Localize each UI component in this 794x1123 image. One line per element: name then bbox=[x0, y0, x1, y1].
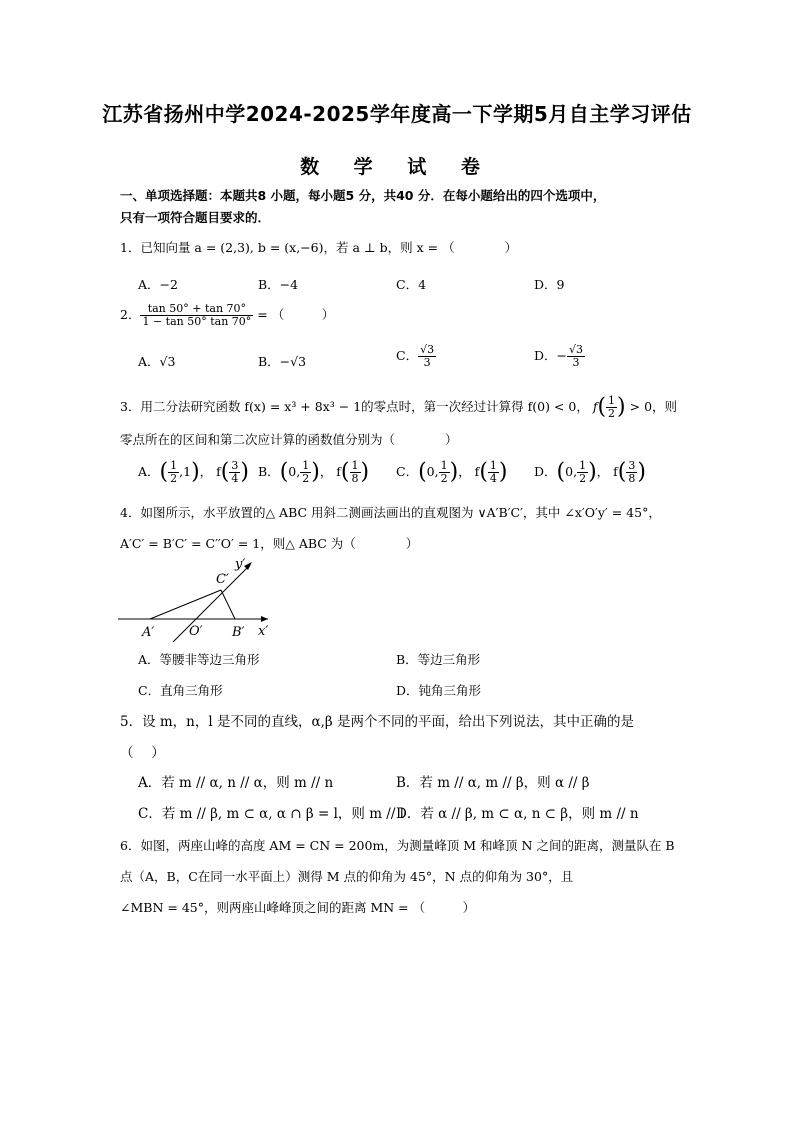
one-half-fraction bbox=[577, 460, 588, 485]
question-3-tail: > 0，则 bbox=[629, 399, 678, 414]
function-symbol: f bbox=[592, 399, 598, 414]
fraction-denominator: 8 bbox=[351, 472, 359, 485]
fraction-denominator: 2 bbox=[440, 472, 448, 485]
fraction-numerator: 3 bbox=[231, 459, 239, 472]
fraction-numerator: √3 bbox=[569, 343, 584, 356]
function-symbol: ， f bbox=[458, 464, 480, 479]
three-quarters-fraction bbox=[229, 460, 240, 485]
interval-start: 0, bbox=[565, 464, 578, 479]
option-label: D． bbox=[534, 464, 557, 479]
question-5-option-a[interactable]: A．若 m // α, n // α，则 m // n bbox=[138, 775, 334, 791]
fraction-numerator: √3 bbox=[420, 343, 435, 356]
fraction-denominator: 3 bbox=[423, 356, 431, 369]
question-3-option-d[interactable]: D．(0, $\frac{1}{2}$ )， f( $\frac{3}{8}$ ) bbox=[534, 459, 646, 485]
one-quarter-fraction bbox=[488, 460, 499, 485]
fraction-denominator: 4 bbox=[231, 472, 239, 485]
question-5-stem-line1: 5．设 m，n，l 是不同的直线，α,β 是两个不同的平面，给出下列说法，其中正确的是 bbox=[120, 714, 634, 730]
one-half-fraction bbox=[439, 460, 450, 485]
one-eighth-fraction bbox=[350, 460, 361, 485]
interval-start: 0, bbox=[426, 464, 439, 479]
fraction-denominator: 8 bbox=[628, 472, 636, 485]
fraction-numerator: 3 bbox=[628, 459, 636, 472]
fraction-numerator: 1 bbox=[440, 459, 448, 472]
question-4-option-c[interactable]: C．直角三角形 bbox=[138, 683, 223, 698]
fraction-numerator: 1 bbox=[579, 459, 587, 472]
fraction-denominator: 2 bbox=[579, 472, 587, 485]
sqrt3-over-3-fraction bbox=[567, 344, 585, 369]
question-2-option-c[interactable] bbox=[396, 344, 436, 369]
question-3-option-b[interactable]: B．(0, $\frac{1}{2}$ )， f( $\frac{1}{8}$ ) bbox=[258, 459, 370, 485]
fraction-numerator: 1 bbox=[608, 394, 616, 407]
question-5-option-b[interactable]: B．若 m // α, m // β，则 α // β bbox=[396, 775, 590, 791]
three-eighths-fraction bbox=[626, 460, 637, 485]
question-2-tail: = （ ） bbox=[257, 307, 335, 322]
question-3-option-a[interactable]: A．( $\frac{1}{2}$ ,1)， f( $\frac{3}{4}$ ) bbox=[138, 459, 249, 485]
exam-title: 江苏省扬州中学2024-2025学年度高一下学期5月自主学习评估 bbox=[102, 102, 692, 126]
fraction-denominator: 2 bbox=[170, 472, 178, 485]
label-b-prime: B′ bbox=[232, 625, 245, 640]
label-a-prime: A′ bbox=[142, 625, 155, 640]
one-half-fraction bbox=[606, 395, 617, 420]
label-x-prime: x′ bbox=[258, 624, 269, 639]
question-6-stem-line3: ∠MBN = 45°，则两座山峰峰顶之间的距离 MN = （ ） bbox=[120, 900, 476, 915]
question-2-numerator: tan 50° + tan 70° bbox=[140, 303, 253, 316]
fraction-numerator: 1 bbox=[170, 459, 178, 472]
fraction-denominator: 4 bbox=[489, 472, 497, 485]
fraction-numerator: 1 bbox=[302, 459, 310, 472]
question-2-denominator: 1 − tan 50° tan 70° bbox=[142, 315, 252, 328]
fraction-numerator: 1 bbox=[351, 459, 359, 472]
fraction-denominator: 3 bbox=[572, 356, 580, 369]
fraction-denominator: 2 bbox=[608, 407, 616, 420]
question-4-stem-line1: 4．如图所示，水平放置的△ ABC 用斜二测画法画出的直观图为 ∨A′B′C′，其中 ∠x′O′y′ = 45°， bbox=[120, 505, 661, 520]
x-axis-arrow bbox=[261, 616, 268, 622]
question-3-stem-line2: 零点所在的区间和第二次应计算的函数值分别为（ ） bbox=[120, 432, 458, 447]
interval-start: 0, bbox=[288, 464, 301, 479]
option-label: A． bbox=[138, 464, 160, 479]
oblique-projection-figure bbox=[118, 556, 278, 642]
question-4-option-a[interactable]: A．等腰非等边三角形 bbox=[138, 652, 260, 667]
exam-subtitle: 数 学 试 卷 bbox=[300, 156, 494, 178]
option-label: C． bbox=[396, 348, 419, 363]
question-4-stem-line2: A′C′ = B′C′ = C′′O′ = 1，则△ ABC 为（ ） bbox=[120, 536, 419, 551]
question-5-stem-line2: （ ） bbox=[120, 745, 165, 761]
question-3-stem-line1: 3．用二分法研究函数 f(x) = x³ + 8x³ − 1的零点时，第一次经过计算得 f(0) < 0， f( $\frac{1}{2}$ ) > 0，则 bbox=[120, 394, 678, 420]
question-2-option-d[interactable] bbox=[534, 344, 585, 369]
question-6-stem-line1: 6．如图，两座山峰的高度 AM = CN = 200m，为测量峰顶 M 和峰顶 N 之间的距离，测量队在 B bbox=[120, 838, 675, 853]
question-1-stem: 1．已知向量 a = (2,3), b = (x,−6)，若 a ⊥ b，则 x = （ ） bbox=[120, 240, 518, 255]
section-heading: 一、单项选择题：本题共8 小题，每小题5 分，共40 分．在每小题给出的四个选项中， bbox=[120, 188, 606, 203]
label-y-prime: y′ bbox=[235, 557, 246, 572]
question-2-number: 2． bbox=[120, 307, 141, 322]
option-label: D．− bbox=[534, 348, 567, 363]
label-c-prime: C′ bbox=[216, 572, 229, 587]
question-5-option-c[interactable]: C．若 m // β, m ⊂ α, α ∩ β = l，则 m // l bbox=[138, 806, 404, 822]
question-1-option-a[interactable]: A．−2 bbox=[138, 277, 178, 292]
option-label: B． bbox=[258, 464, 280, 479]
question-6-stem-line2: 点（A，B，C在同一水平面上）测得 M 点的仰角为 45°，N 点的仰角为 30°，且 bbox=[120, 869, 574, 884]
question-1-option-d[interactable]: D．9 bbox=[534, 277, 565, 292]
sqrt3-over-3-fraction bbox=[418, 344, 436, 369]
segment-c-b bbox=[221, 590, 235, 619]
interval-end: ,1 bbox=[179, 464, 192, 479]
fraction-numerator: 1 bbox=[489, 459, 497, 472]
question-4-option-d[interactable]: D．钝角三角形 bbox=[396, 683, 482, 698]
one-half-fraction bbox=[300, 460, 311, 485]
one-half-fraction bbox=[168, 460, 179, 485]
section-heading-cont: 只有一项符合题目要求的． bbox=[120, 210, 271, 225]
question-2-fraction bbox=[140, 303, 253, 328]
question-3-option-c[interactable]: C．(0, $\frac{1}{2}$ )， f( $\frac{1}{4}$ ) bbox=[396, 459, 508, 485]
function-symbol: ， f bbox=[319, 464, 341, 479]
function-symbol: ， f bbox=[199, 464, 221, 479]
label-o-prime: O′ bbox=[189, 624, 203, 639]
question-1-option-b[interactable]: B．−4 bbox=[258, 277, 299, 292]
question-4-option-b[interactable]: B．等边三角形 bbox=[396, 652, 481, 667]
function-symbol: ， f bbox=[596, 464, 618, 479]
question-2-stem bbox=[120, 303, 334, 328]
question-3-text: 3．用二分法研究函数 f(x) = x³ + 8x³ − 1的零点时，第一次经过计算得 f(0) < 0， bbox=[120, 399, 589, 414]
question-2-option-b[interactable]: B．−√3 bbox=[258, 354, 307, 369]
question-1-option-c[interactable]: C．4 bbox=[396, 277, 427, 292]
question-2-option-a[interactable]: A．√3 bbox=[138, 354, 176, 369]
question-5-option-d[interactable]: D．若 α // β, m ⊂ α, n ⊂ β，则 m // n bbox=[396, 806, 639, 822]
fraction-denominator: 2 bbox=[302, 472, 310, 485]
option-label: C． bbox=[396, 464, 419, 479]
